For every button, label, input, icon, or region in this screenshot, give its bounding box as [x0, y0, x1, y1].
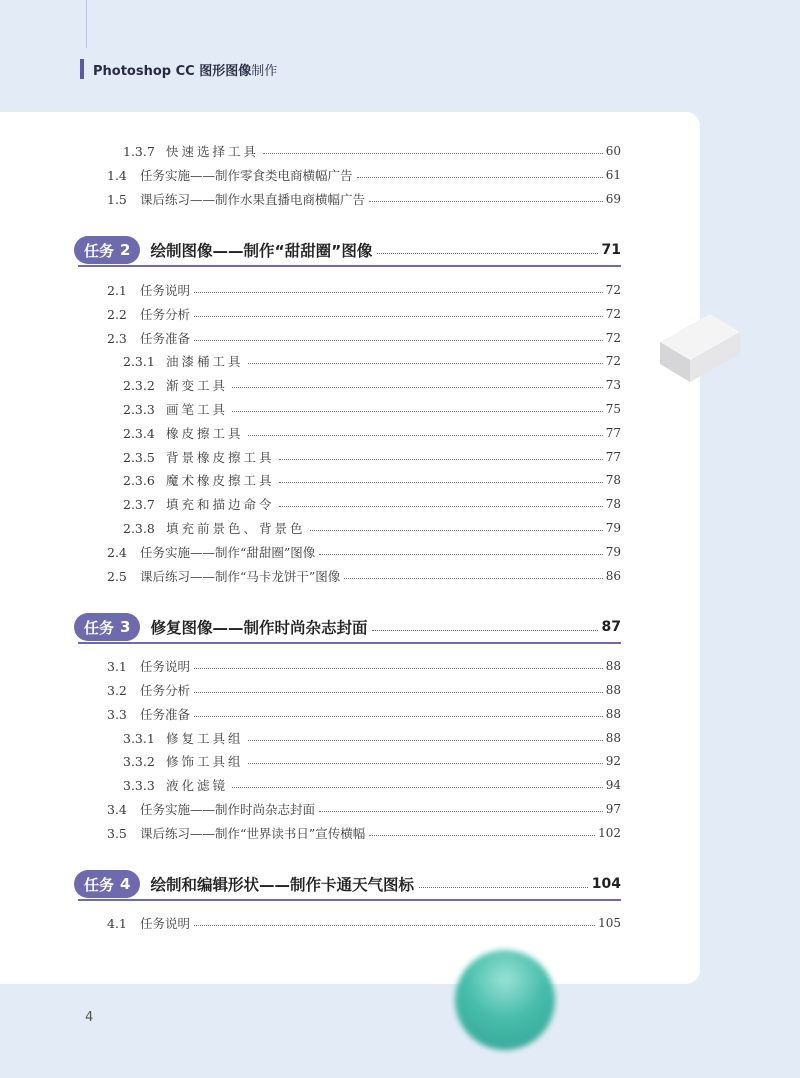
toc-entry-page: 69: [605, 192, 621, 206]
decorative-3d-block: [655, 302, 745, 388]
toc-entry-label: 课后练习——制作“马卡龙饼干”图像: [140, 569, 341, 584]
toc-entry-label: 液化滤镜: [166, 778, 229, 793]
margin-guide-line: [86, 0, 87, 48]
toc-entry[interactable]: [123, 447, 621, 467]
toc-entry-label: 任务实施——制作零食类电商横幅广告: [140, 168, 353, 183]
toc-entry-page: 102: [598, 826, 621, 840]
toc-entry[interactable]: [123, 423, 621, 443]
toc-entry[interactable]: [123, 751, 621, 771]
page-number: 4: [85, 1010, 94, 1025]
task-heading[interactable]: [74, 613, 621, 641]
toc-entry[interactable]: [123, 141, 621, 161]
toc-entry-number: 2.3.5: [123, 449, 155, 465]
dot-leader: [194, 340, 603, 341]
toc-entry[interactable]: [123, 351, 621, 371]
dot-leader: [372, 630, 597, 631]
toc-entry-page: 97: [605, 802, 621, 816]
toc-entry-label: 课后练习——制作“世界读书日”宣传横幅: [140, 826, 366, 841]
toc-entry-number: 4.1: [107, 915, 127, 931]
toc-entry-page: 77: [605, 450, 621, 464]
toc-entry-page: 94: [605, 778, 621, 792]
dot-leader: [194, 668, 603, 669]
toc-entry-label: 任务分析: [140, 683, 191, 698]
task-badge-number: 2: [120, 241, 131, 259]
toc-entry-page: 78: [605, 497, 621, 511]
dot-leader: [248, 435, 603, 436]
toc-entry[interactable]: [107, 656, 621, 676]
dot-leader: [344, 578, 602, 579]
running-header: [80, 58, 277, 80]
toc-entry-label: 任务分析: [140, 307, 191, 322]
toc-entry-label: 油漆桶工具: [166, 354, 244, 369]
task-heading[interactable]: [74, 870, 621, 898]
dot-leader: [232, 411, 603, 412]
toc-entry-page: 79: [605, 521, 621, 535]
toc-entry-page: 88: [605, 659, 621, 673]
dot-leader: [248, 740, 603, 741]
task-badge: [74, 613, 140, 641]
toc-entry-number: 2.3.8: [123, 520, 155, 536]
task-badge-number: 3: [120, 618, 131, 636]
toc-entry-page: 78: [605, 473, 621, 487]
task-page: 71: [601, 242, 621, 258]
toc-entry-number: 3.5: [107, 825, 127, 841]
dot-leader: [194, 716, 603, 717]
toc-entry-label: 任务说明: [140, 283, 191, 298]
toc-entry-number: 3.3.3: [123, 777, 155, 793]
toc-entry-number: 1.3.7: [123, 143, 155, 159]
toc-entry[interactable]: [107, 189, 621, 209]
dot-leader: [310, 530, 603, 531]
dot-leader: [263, 153, 603, 154]
toc-entry-page: 86: [605, 569, 621, 583]
toc-entry-label: 任务实施——制作“甜甜圈”图像: [140, 545, 316, 560]
decorative-teal-sphere: [455, 950, 555, 1050]
toc-entry-label: 课后练习——制作水果直播电商横幅广告: [140, 192, 366, 207]
toc-entry-number: 2.2: [107, 306, 127, 322]
toc-entry[interactable]: [107, 704, 621, 724]
task-title: 绘制图像——制作“甜甜圈”图像: [150, 242, 373, 260]
header-accent-bar: [80, 59, 84, 79]
toc-entry-number: 3.3.2: [123, 753, 155, 769]
toc-entry-number: 2.3.2: [123, 377, 155, 393]
book-title-cn: 图形图像: [199, 63, 252, 79]
toc-entry[interactable]: [123, 728, 621, 748]
task-title: 绘制和编辑形状——制作卡通天气图标: [150, 876, 414, 894]
task-heading[interactable]: [74, 236, 621, 264]
dot-leader: [369, 201, 603, 202]
toc-entry-label: 橡皮擦工具: [166, 426, 244, 441]
toc-entry[interactable]: [123, 775, 621, 795]
toc-entry[interactable]: [107, 823, 621, 843]
toc-entry-number: 2.3.4: [123, 425, 155, 441]
dot-leader: [232, 787, 603, 788]
toc-entry[interactable]: [123, 494, 621, 514]
toc-entry-label: 修饰工具组: [166, 754, 244, 769]
task-underline: [78, 265, 621, 267]
toc-entry-label: 背景橡皮擦工具: [166, 450, 275, 465]
toc-entry-number: 2.3.6: [123, 472, 155, 488]
toc-entry-page: 77: [605, 426, 621, 440]
dot-leader: [194, 692, 603, 693]
task-underline: [78, 642, 621, 644]
toc-entry-number: 2.1: [107, 282, 127, 298]
dot-leader: [377, 253, 597, 254]
toc-entry[interactable]: [123, 518, 621, 538]
dot-leader: [194, 316, 603, 317]
toc-entry-label: 画笔工具: [166, 402, 229, 417]
toc-entry[interactable]: [107, 913, 621, 933]
toc-entry-page: 72: [605, 283, 621, 297]
toc-entry-label: 任务说明: [140, 916, 191, 931]
toc-entry-page: 72: [605, 331, 621, 345]
dot-leader: [357, 177, 603, 178]
toc-entry[interactable]: [107, 165, 621, 185]
toc-entry-label: 任务实施——制作时尚杂志封面: [140, 802, 316, 817]
task-badge-prefix: 任务: [84, 241, 115, 260]
toc-entry-page: 88: [605, 683, 621, 697]
dot-leader: [319, 554, 602, 555]
book-title-tail: 制作: [251, 63, 278, 79]
toc-entry-number: 2.3.3: [123, 401, 155, 417]
toc-entry-number: 3.3.1: [123, 730, 155, 746]
toc-entry-number: 1.4: [107, 167, 127, 183]
task-title: 修复图像——制作时尚杂志封面: [150, 619, 368, 637]
task-badge-prefix: 任务: [84, 875, 115, 894]
toc-entry-label: 快速选择工具: [166, 144, 260, 159]
toc-entry-number: 3.2: [107, 682, 127, 698]
toc-entry-number: 3.1: [107, 658, 127, 674]
task-badge-number: 4: [120, 875, 131, 893]
task-page: 104: [591, 876, 621, 892]
task-badge-prefix: 任务: [84, 618, 115, 637]
toc-entry[interactable]: [107, 680, 621, 700]
toc-entry-number: 2.4: [107, 544, 127, 560]
toc-entry-page: 88: [605, 731, 621, 745]
toc-entry-number: 2.3.1: [123, 353, 155, 369]
toc-entry-number: 2.3: [107, 330, 127, 346]
toc-entry-label: 填充前景色、背景色: [166, 521, 306, 536]
toc-entry-number: 2.5: [107, 568, 127, 584]
dot-leader: [232, 387, 603, 388]
toc-entry[interactable]: [123, 470, 621, 490]
toc-entry-page: 72: [605, 354, 621, 368]
toc-entry-number: 3.4: [107, 801, 127, 817]
dot-leader: [248, 363, 603, 364]
toc-entry[interactable]: [123, 375, 621, 395]
toc-entry-page: 88: [605, 707, 621, 721]
toc-entry-page: 75: [605, 402, 621, 416]
task-page: 87: [601, 619, 621, 635]
dot-leader: [319, 811, 603, 812]
task-underline: [78, 899, 621, 901]
toc-entry[interactable]: [107, 304, 621, 324]
toc-entry-page: 60: [605, 144, 621, 158]
toc-entry-label: 任务说明: [140, 659, 191, 674]
toc-entry[interactable]: [107, 328, 621, 348]
toc-entry-page: 73: [605, 378, 621, 392]
toc-entry-label: 修复工具组: [166, 731, 244, 746]
dot-leader: [194, 925, 595, 926]
dot-leader: [279, 459, 603, 460]
toc-entry-page: 105: [598, 916, 621, 930]
task-badge: [74, 236, 140, 264]
dot-leader: [369, 835, 595, 836]
dot-leader: [248, 763, 603, 764]
book-title: [93, 60, 277, 79]
toc-entry[interactable]: [107, 280, 621, 300]
toc-entry[interactable]: [107, 566, 621, 586]
toc-entry[interactable]: [107, 799, 621, 819]
toc-entry-number: 1.5: [107, 191, 127, 207]
dot-leader: [194, 292, 603, 293]
toc-entry-label: 魔术橡皮擦工具: [166, 473, 275, 488]
toc-entry[interactable]: [107, 542, 621, 562]
toc-entry-page: 72: [605, 307, 621, 321]
task-badge: [74, 870, 140, 898]
toc-entry-label: 渐变工具: [166, 378, 229, 393]
toc-entry-page: 92: [605, 754, 621, 768]
toc-entry-page: 61: [605, 168, 621, 182]
toc-entry-page: 79: [605, 545, 621, 559]
toc-entry-label: 任务准备: [140, 707, 191, 722]
toc-entry-number: 2.3.7: [123, 496, 155, 512]
dot-leader: [419, 887, 588, 888]
toc-entry-label: 填充和描边命令: [166, 497, 275, 512]
toc-entry-label: 任务准备: [140, 331, 191, 346]
toc-entry-number: 3.3: [107, 706, 127, 722]
dot-leader: [279, 506, 603, 507]
book-title-latin: Photoshop CC: [93, 63, 200, 79]
toc-entry[interactable]: [123, 399, 621, 419]
dot-leader: [279, 482, 603, 483]
